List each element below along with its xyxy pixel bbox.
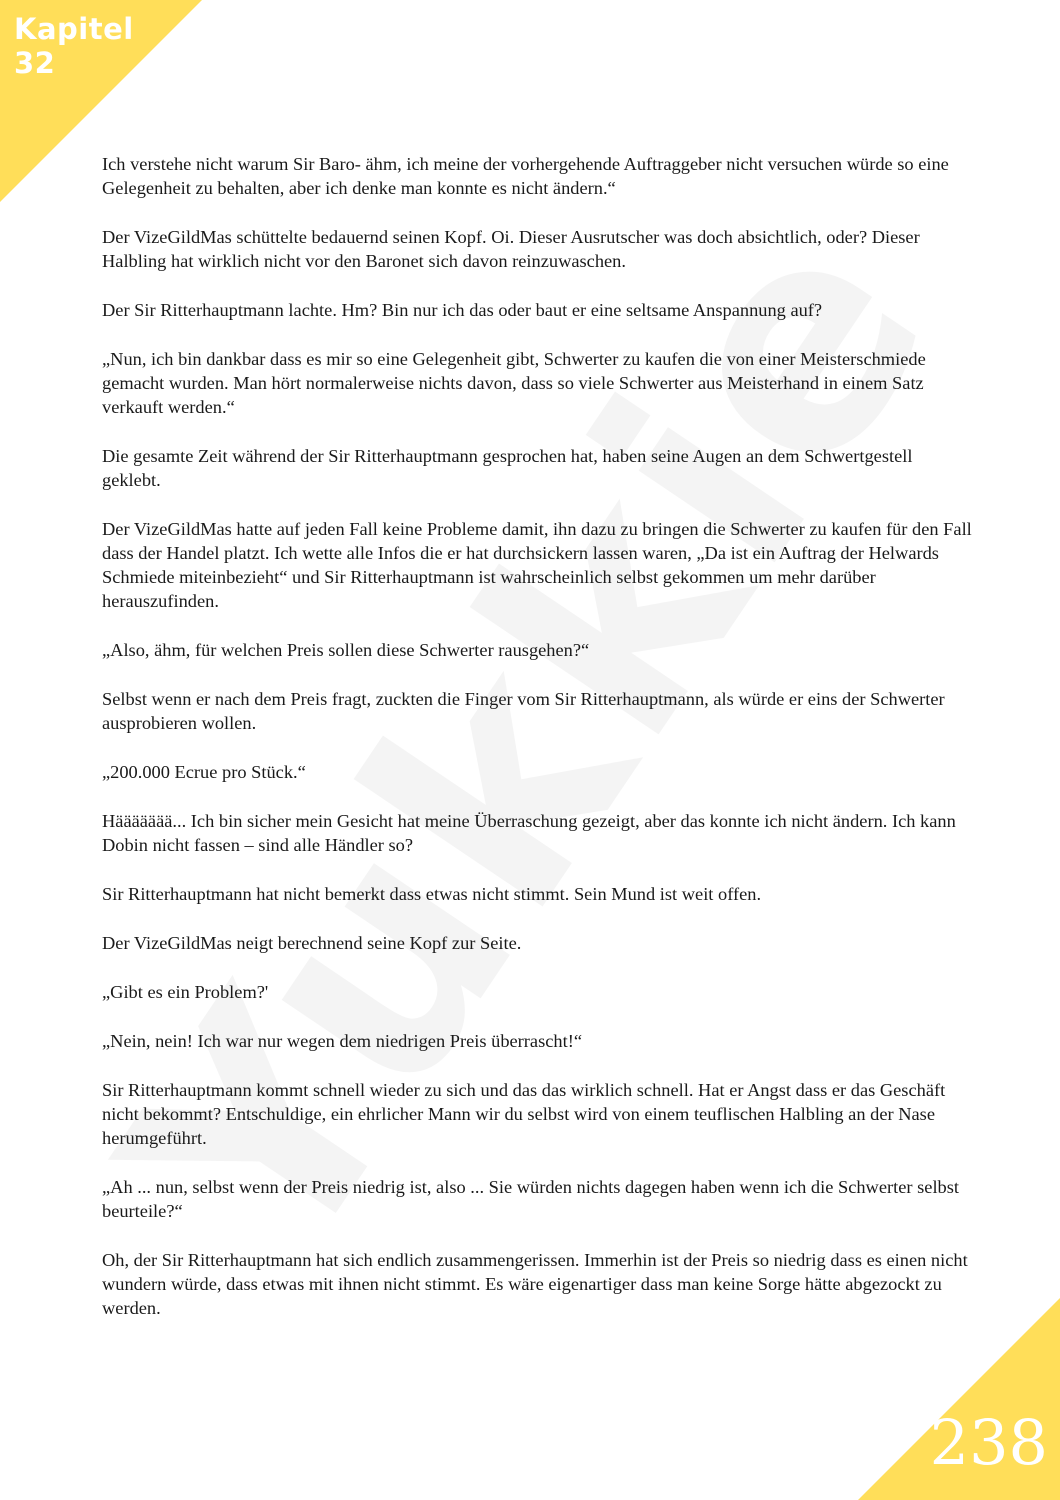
page-number: 238 (929, 1406, 1048, 1479)
paragraph: Oh, der Sir Ritterhauptmann hat sich endlich zusammengerissen. Immerhin ist der Preis so niedrig dass es einen nicht wundern würde, dass etwas mit ihnen nicht stimmt. Es wäre eigenartiger dass man keine Sorge hätte abgezockt zu werden. (102, 1250, 968, 1318)
paragraph: „Nun, ich bin dankbar dass es mir so eine Gelegenheit gibt, Schwerter zu kaufen die von einer Meisterschmiede gemacht wurden. Man hört normalerweise nichts davon, dass so viele Schwerter aus Meisterhand in einem Satz verkauft werden.“ (102, 349, 926, 417)
paragraph: Der VizeGildMas neigt berechnend seine Kopf zur Seite. (102, 933, 522, 953)
paragraph: Häääääää... Ich bin sicher mein Gesicht hat meine Überraschung gezeigt, aber das konnte ich nicht ändern. Ich kann Dobin nicht fassen – sind alle Händler so? (102, 811, 956, 855)
paragraph: Ich verstehe nicht warum Sir Baro- ähm, ich meine der vorhergehende Auftraggeber nicht versuchen würde so eine Gelegenheit zu behalten, aber ich denke man konnte es nicht ändern.“ (102, 154, 949, 198)
page-body (102, 152, 972, 1345)
paragraph: „200.000 Ecrue pro Stück.“ (102, 762, 306, 782)
chapter-label (14, 12, 164, 80)
paragraph: Der VizeGildMas schüttelte bedauernd seinen Kopf. Oi. Dieser Ausrutscher was doch absichtlich, oder? Dieser Halbling hat wirklich nicht vor den Baronet sich davon reinzuwaschen. (102, 227, 920, 271)
paragraph: Der VizeGildMas hatte auf jeden Fall keine Probleme damit, ihn dazu zu bringen die Schwerter zu kaufen für den Fall dass der Handel platzt. Ich wette alle Infos die er hat durchsickern lassen waren, „Da ist ein Auftrag der Helwards Schmiede miteinbezieht“ und Sir Ritterhauptmann ist wahrscheinlich selbst gekommen um mehr darüber herauszufinden. (102, 519, 972, 611)
paragraph: Der Sir Ritterhauptmann lachte. Hm? Bin nur ich das oder baut er eine seltsame Anspannung auf? (102, 300, 823, 320)
paragraph: „Nein, nein! Ich war nur wegen dem niedrigen Preis überrascht!“ (102, 1031, 583, 1051)
paragraph: Die gesamte Zeit während der Sir Ritterhauptmann gesprochen hat, haben seine Augen an dem Schwertgestell geklebt. (102, 446, 913, 490)
paragraph: Sir Ritterhauptmann kommt schnell wieder zu sich und das das wirklich schnell. Hat er Angst dass er das Geschäft nicht bekommt? Entschuldige, ein ehrlicher Mann wir du selbst wird von einem teuflischen Halbling an der Nase herumgeführt. (102, 1080, 946, 1148)
chapter-title: Kapitel (14, 12, 134, 46)
paragraph: Sir Ritterhauptmann hat nicht bemerkt dass etwas nicht stimmt. Sein Mund ist weit offen. (102, 884, 762, 904)
paragraph: „Gibt es ein Problem?' (102, 982, 269, 1002)
paragraph: „Ah ... nun, selbst wenn der Preis niedrig ist, also ... Sie würden nichts dagegen haben wenn ich die Schwerter selbst beurteile?“ (102, 1177, 960, 1221)
chapter-number: 32 (14, 46, 56, 80)
paragraph: Selbst wenn er nach dem Preis fragt, zuckten die Finger vom Sir Ritterhauptmann, als würde er eins der Schwerter ausprobieren wollen. (102, 689, 945, 733)
paragraph: „Also, ähm, für welchen Preis sollen diese Schwerter rausgehen?“ (102, 640, 590, 660)
